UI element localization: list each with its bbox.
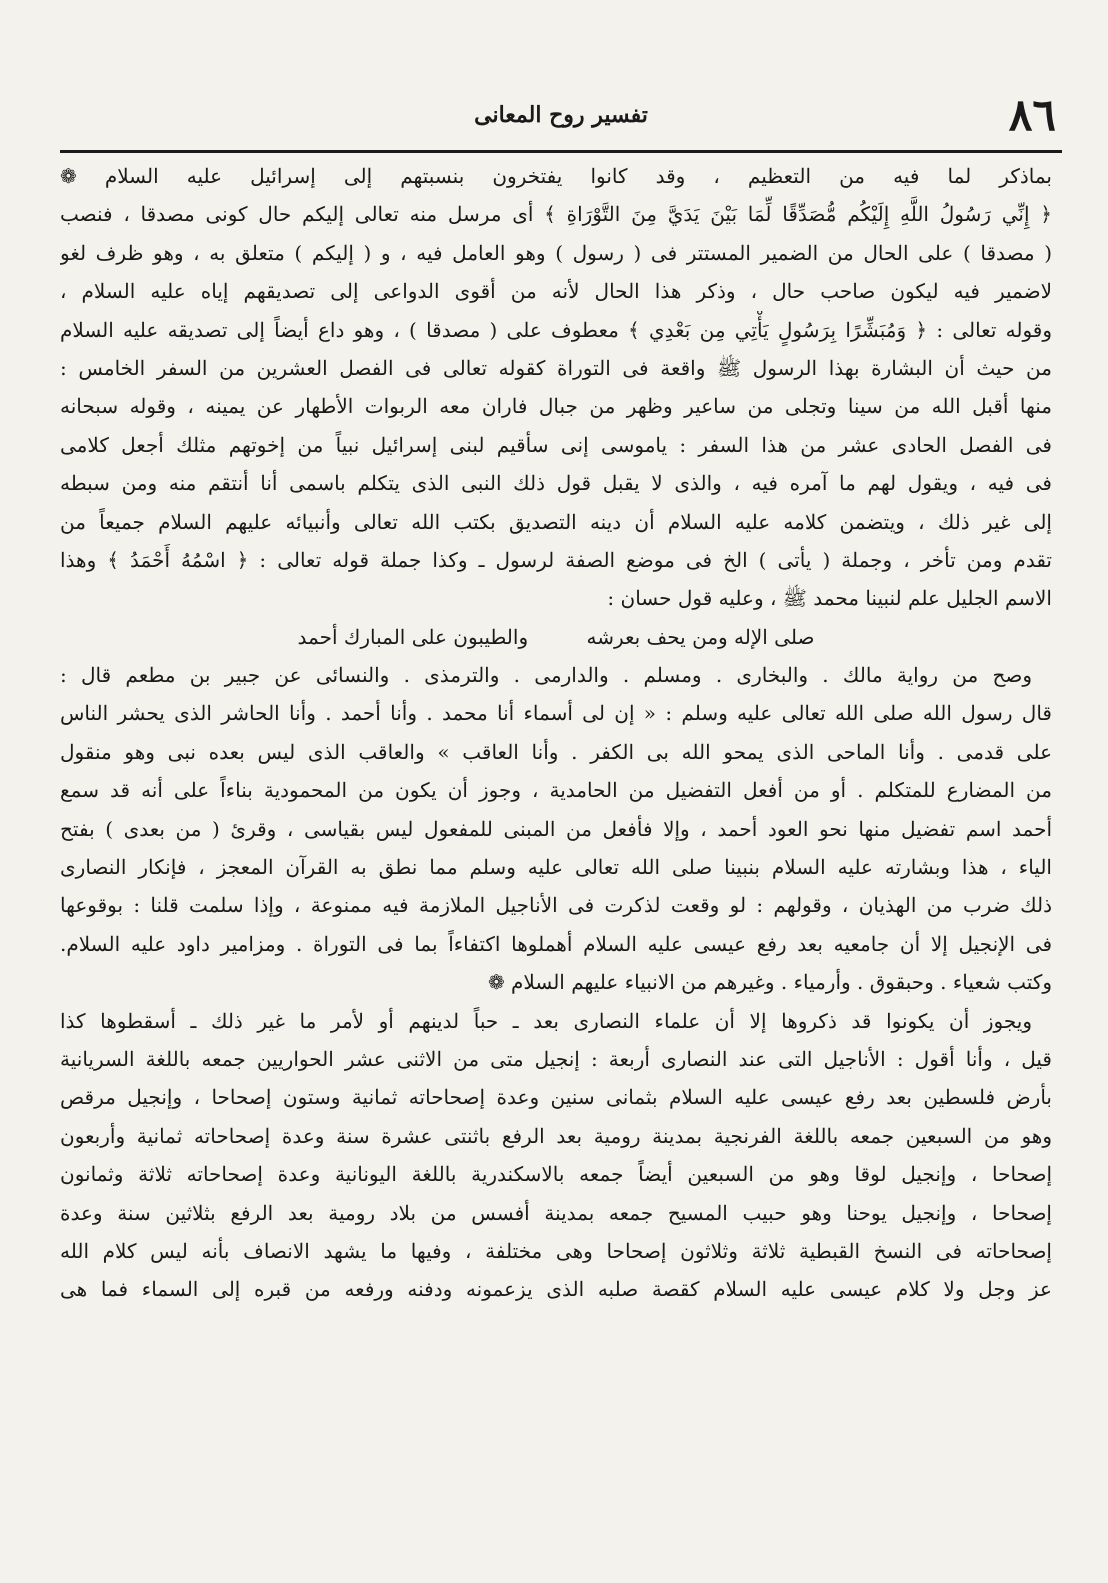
text-line: إصحاحاته فى النسخ القبطية ثلاثة وثلاثون إصحاحا وهى مختلفة ، وفيها ما يشهد الانصاف بأنه ليس كلام الله [60, 1238, 1052, 1263]
text-line: إلى غير ذلك ، ويتضمن كلامه عليه السلام أن دينه التصديق بكتب الله تعالى وأنبيائه عليهم السلام جميعاً من [60, 509, 1052, 534]
text-line: لاضمير فيه ليكون صاحب حال ، وذكر هذا الحال لأنه من أقوى الدواعى إلى تصديقهم إياه عليه السلام ، [60, 279, 1052, 304]
text-line: على قدمى . وأنا الماحى الذى يمحو الله بى الكفر . وأنا العاقب » والعاقب الذى ليس بعده نبى وهو منقول [60, 739, 1052, 764]
text-line: فى الإنجيل إلا أن جامعيه بعد رفع عيسى عليه السلام أهملوها اكتفاءاً بما فى التوراة . ومزامير داود عليه السلام. [60, 931, 1052, 956]
poem-hemistich-left: والطيبون على المبارك أحمد [297, 624, 529, 649]
text-line: من المضارع للمتكلم . أو من أفعل التفضيل من الحامدية ، وجوز أن يكون من المحمودية بناءاً على أنه قد سمع [60, 778, 1052, 803]
text-line: ( مصدقا ) على الحال من الضمير المستتر فى ( رسول ) وهو العامل فيه ، و ( إليكم ) متعلق به ، وهو ظرف لغو [60, 240, 1052, 265]
running-title: تفسير روح المعانى [474, 102, 648, 128]
text-line: الياء ، هذا وبشارته عليه السلام بنبينا صلى الله تعالى عليه وسلم مما نطق به القرآن المعجز ، فإنكار النصارى [60, 855, 1052, 880]
text-line: قال رسول الله صلى الله تعالى عليه وسلم : « إن لى أسماء أنا محمد . وأنا أحمد . وأنا الحاشر الذى يحشر الناس [60, 701, 1052, 726]
page-number: ٨٦ [1008, 90, 1056, 141]
poem-verse [60, 618, 1052, 656]
text-line: إصحاحا ، وإنجيل لوقا وهو من السبعين أيضاً جمعه بالاسكندرية باللغة اليونانية وعدة إصحاحاته ثلاثة وثمانون [60, 1162, 1052, 1187]
text-line: وكتب شعياء . وحبقوق . وأرمياء . وغيرهم من الانبياء عليهم السلام ❁ [487, 970, 1052, 995]
text-line: من حيث أن البشارة بهذا الرسول ﷺ واقعة فى التوراة كقوله تعالى فى الفصل العشرين من السفر الخامس : [60, 355, 1052, 380]
text-line: أحمد اسم تفضيل منها نحو العود أحمد ، وإلا فأفعل من المبنى للمفعول ليس بقياسى ، وقرئ ( من بعدى ) بفتح [60, 816, 1052, 841]
text-line: قيل ، وأنا أقول : الأناجيل التى عند النصارى أربعة : إنجيل متى من الاثنى عشر الحواريين جمعه باللغة السريانية [60, 1046, 1052, 1071]
text-line: الاسم الجليل علم لنبينا محمد ﷺ ، وعليه قول حسان : [607, 586, 1052, 611]
text-line: ويجوز أن يكونوا قد ذكروها إلا أن علماء النصارى بعد ـ حباً لدينهم أو لأمر ما غير ذلك ـ أسقطوها كذا [60, 1008, 1032, 1033]
text-line: فى الفصل الحادى عشر من هذا السفر : ياموسى إنى سأقيم لبنى إسرائيل نبياً من إخوتهم مثلك أجعل كلامى [60, 432, 1052, 457]
text-line: منها أقبل الله من سينا وتجلى من ساعير وظهر من جبال فاران معه الربوات الأطهار عن يمينه ، وقوله سبحانه [60, 394, 1052, 419]
text-line: بماذكر لما فيه من التعظيم ، وقد كانوا يفتخرون بنسبتهم إلى إسرائيل عليه السلام ❁ [60, 164, 1052, 188]
text-line: وقوله تعالى : ﴿ وَمُبَشِّرًا بِرَسُولٍ يَأْتِي مِن بَعْدِي ﴾ معطوف على ( مصدقا ) ، وهو داع أيضاً إلى تصديقه عليه السلام [60, 317, 1052, 342]
poem-hemistich-right: صلى الإله ومن يحف بعرشه [586, 624, 815, 649]
text-line: ﴿ إِنِّي رَسُولُ اللَّهِ إِلَيْكُم مُّصَدِّقًا لِّمَا بَيْنَ يَدَيَّ مِنَ التَّوْرَاةِ ﴾ أى مرسل منه تعالى إليكم حال كونى مصدقا ، فنصب [60, 202, 1052, 227]
text-line: ذلك ضرب من الهذيان ، وقولهم : لو وقعت لذكرت فى الأناجيل الملازمة فيه ممنوعة ، وإذا سلمت قلنا : بوقوعها [60, 893, 1052, 918]
page-header [60, 88, 1062, 153]
text-line: فى فيه ، ويقول لهم ما آمره فيه ، والذى لا يقبل قول ذلك النبى الذى يتكلم باسمى أنا أنتقم منه ومن سبطه [60, 471, 1052, 496]
text-line: تقدم ومن تأخر ، وجملة ( يأتى ) الخ فى موضع الصفة لرسول ـ وكذا جملة قوله تعالى : ﴿ اسْمُهُ أَحْمَدُ ﴾ وهذا [60, 547, 1052, 572]
body-text [60, 157, 1052, 1309]
text-line: وصح من رواية مالك . والبخارى . ومسلم . والدارمى . والترمذى . والنسائى عن جبير بن مطعم قال : [60, 663, 1032, 688]
text-line: وهو من السبعين جمعه باللغة الفرنجية بمدينة رومية بعد الرفع باثنتى عشرة سنة وعدة إصحاحاته ثمانية وأربعون [60, 1123, 1052, 1148]
text-line: إصحاحا ، وإنجيل يوحنا وهو حبيب المسيح جمعه بمدينة أفسس من بلاد رومية بعد الرفع بثلاثين سنة وعدة [60, 1200, 1052, 1225]
text-line: عز وجل ولا كلام عيسى عليه السلام كقصة صلبه الذى يزعمونه ودفنه ورفعه من قبره إلى السماء فما هى [60, 1277, 1052, 1302]
text-line: بأرض فلسطين بعد رفع عيسى عليه السلام بثمانى سنين وعدة إصحاحاته ثمانية وستون إصحاحا ، وإنجيل مرقص [60, 1085, 1052, 1110]
